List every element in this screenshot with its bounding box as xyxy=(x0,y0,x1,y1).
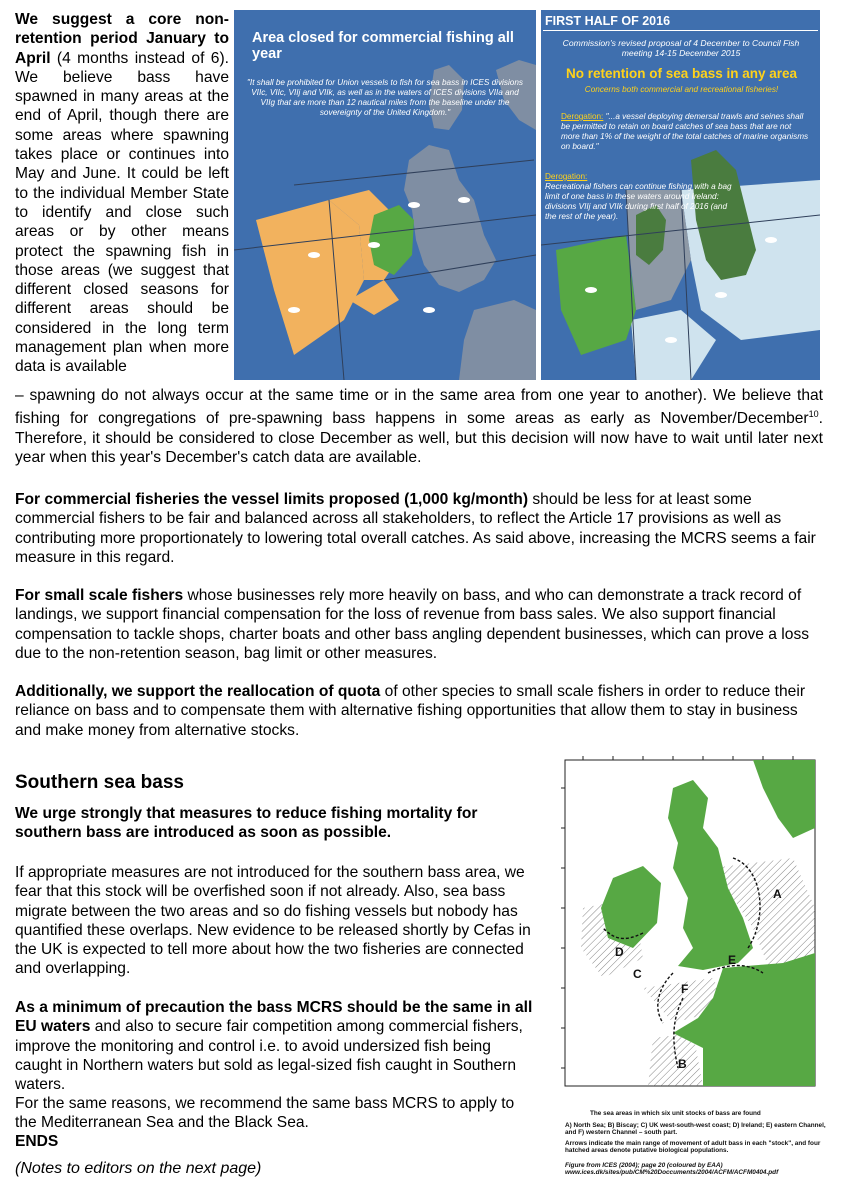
stock-label-c: C xyxy=(633,967,642,981)
map-first-half-divider xyxy=(543,30,818,31)
map-closed-area-graphic xyxy=(234,10,536,380)
map-bass-stocks-caption-title: The sea areas in which six unit stocks of bass are found xyxy=(590,1110,761,1117)
ends-marker: ENDS xyxy=(15,1133,59,1150)
map-first-half-sub: Commission's revised proposal of 4 December to Council Fish meeting 14-15 December 2015 xyxy=(562,38,800,58)
intro-paragraph xyxy=(15,10,229,377)
paragraph-commercial-text: should be less for at least some commercial fishers to be fair and balanced across all stakeholders, to reflect the Article 17 provisions as well as contributing more proportionately to lowering total overall catches. As said above, increasing the MCRS seems a fair measure in this regard. xyxy=(15,491,816,566)
map-bass-stocks-graphic xyxy=(553,748,827,1108)
paragraph-commercial xyxy=(15,490,825,567)
stock-label-a: A xyxy=(773,887,782,901)
southern-paragraph-2-text: and also to secure fair competition among commercial fishers, improve the monitoring and control i.e. to avoid undersized fish being caught in Northern waters but sold as legal-sized fish caught in Southern waters. xyxy=(15,1018,523,1094)
intro-text: (4 months instead of 6). We believe bass have spawned in many areas at the end of April, though there are some areas where spawning takes place or continues into May and June. It could be left to the individual Member State to identify and close such areas or by other means protect the spawning fish in those areas (we suggest that different closed seasons for different areas should be considered in the long term management plan when more data is available xyxy=(15,49,229,376)
intro-bold-lead: We suggest a core non-retention period January to April xyxy=(15,11,229,67)
map-closed-area-quote: "It shall be prohibited for Union vessels to fish for sea bass in ICES divisions VIIc, VIIc, VIIj and VIIk, as well as in the waters of ICES divisions VIIa and VIIg that are more than 12 nautical miles from the baseline under the sovereignty of the United Kingdom." xyxy=(247,78,523,117)
section-title-southern-sea-bass: Southern sea bass xyxy=(15,772,184,793)
map-bass-stocks-caption-source: Figure from ICES (2004); page 20 (coloured by EAA) www.ices.dk/sites/pub/CM%20Doccuments/2004/ACFM/ACFM0404.pdf xyxy=(565,1162,779,1177)
map-first-half-derogation-2 xyxy=(545,172,735,222)
derogation-2-text: Recreational fishers can continue fishing with a bag limit of one bass in these waters around Ireland: divisions VIIj and VIIk during first half of 2016 (and the rest of the year). xyxy=(545,182,732,221)
derogation-1-label: Derogation: xyxy=(561,112,604,121)
intro-continuation-1: – spawning do not always occur at the same time or in the same area from one year to another). We believe that fishing for congregations of pre-spawning bass happens in some areas as early as November/December xyxy=(15,387,823,428)
map-first-half-derogation-1 xyxy=(561,112,811,152)
paragraph-reallocation xyxy=(15,682,825,740)
paragraph-commercial-bold: For commercial fisheries the vessel limits proposed (1,000 kg/month) xyxy=(15,491,529,508)
paragraph-small-scale-text: whose businesses rely more heavily on bass, and who can demonstrate a track record of landings, we support financial compensation for the loss of revenue from bass sales. We also support financial compensation to tackle shops, charter boats and other bass angling dependent businesses, which can prove a loss due to the non-retention season, bag limit or other measures. xyxy=(15,587,810,662)
stock-label-f: F xyxy=(681,982,689,996)
southern-paragraph-3: For the same reasons, we recommend the same bass MCRS to apply to the Mediterranean Sea and the Black Sea. xyxy=(15,1095,515,1132)
map-first-half-header: FIRST HALF OF 2016 xyxy=(545,14,671,28)
map-bass-stocks-caption-arrows: Arrows indicate the main range of movement of adult bass in each "stock", and four hatched areas denote putative biological populations. xyxy=(565,1140,821,1155)
map-first-half-title: No retention of sea bass in any area xyxy=(565,66,798,81)
stock-label-d: D xyxy=(615,945,624,959)
paragraph-reallocation-bold: Additionally, we support the reallocation of quota xyxy=(15,683,381,700)
southern-paragraph-2 xyxy=(15,998,535,1094)
stock-label-b: B xyxy=(678,1057,687,1071)
footnote-ref: 10 xyxy=(808,409,819,420)
map-bass-stocks-caption-key: A) North Sea; B) Biscay; C) UK west-south-west coast; D) Ireland; E) eastern Channel, and F) western Channel – south part. xyxy=(565,1122,826,1137)
map-closed-area xyxy=(234,10,536,380)
paragraph-small-scale xyxy=(15,586,825,663)
stock-label-e: E xyxy=(728,953,737,967)
southern-urge: We urge strongly that measures to reduce fishing mortality for southern bass are introduced as soon as possible. xyxy=(15,805,478,842)
map-first-half-concerns: Concerns both commercial and recreational fisheries! xyxy=(584,85,779,94)
intro-continuation-2: . Therefore, it should be considered to close December as well, but this decision will now have to wait until later next year when this year's December's catch data are available. xyxy=(15,410,823,467)
derogation-2-label: Derogation: xyxy=(545,172,588,181)
paragraph-small-scale-bold: For small scale fishers xyxy=(15,587,184,604)
southern-paragraph-2-bold: As a minimum of precaution the bass MCRS should be the same in all EU waters xyxy=(15,999,533,1036)
intro-continuation xyxy=(15,386,823,467)
southern-paragraph-1: If appropriate measures are not introduced for the southern bass area, we fear that this stock will be overfished soon if not already. Also, sea bass migrate between the two areas and so do fishing vessels but nobody has quantified these overlaps. New evidence to be released shortly by Cefas in the UK is expected to tell more about how the two fisheries are connected and overlapping. xyxy=(15,864,531,978)
paragraph-reallocation-text: of other species to small scale fishers in order to reduce their reliance on bass and to compensate them with alternative fishing opportunities that allow them to stay in business and make money from alternative stocks. xyxy=(15,683,806,739)
map-closed-area-title: Area closed for commercial fishing all year xyxy=(252,30,514,62)
map-first-half-2016 xyxy=(541,10,820,380)
derogation-1-text: "...a vessel deploying demersal trawls and seines shall be permitted to retain on board catches of sea bass that are not more than 1% of the weight of the total catches of marine organisms on board." xyxy=(561,112,809,151)
notes-to-editors: (Notes to editors on the next page) xyxy=(15,1160,262,1177)
